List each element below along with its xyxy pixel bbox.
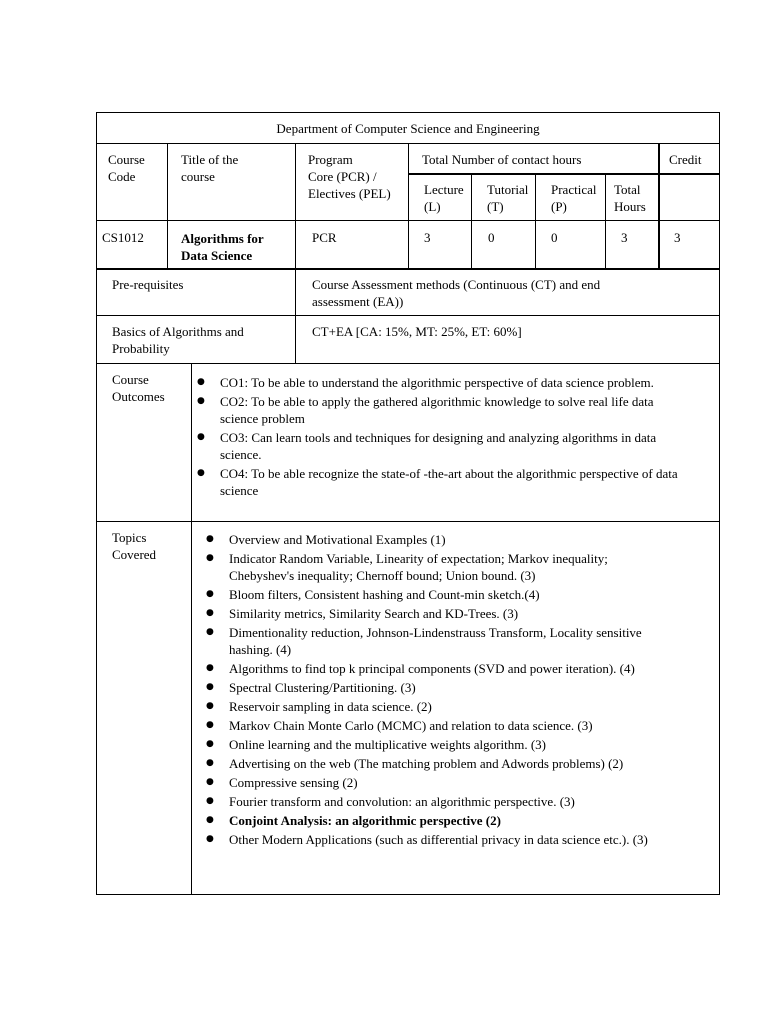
list-item: ● Online learning and the multiplicative weights algorithm. (3) [200, 736, 650, 753]
list-item: ● CO4: To be able recognize the state-of -the-art about the algorithmic perspective of data science [191, 465, 691, 499]
list-item: ● Reservoir sampling in data science. (2) [200, 698, 650, 715]
course-title: Algorithms for Data Science [181, 231, 264, 263]
assessment-label: Course Assessment methods (Continuous (CT) and end assessment (EA)) [312, 277, 601, 309]
col-rule-program [408, 143, 409, 269]
list-item: ● Bloom filters, Consistent hashing and Count-min sketch.(4) [200, 586, 650, 603]
header-course-title: Title of the course [181, 152, 239, 184]
header-practical: Practical (P) [551, 182, 597, 214]
topics-label: Topics Covered [112, 530, 157, 562]
rule-below-outcomes [96, 521, 720, 522]
department-title: Department of Computer Science and Engineering [276, 121, 540, 136]
course-code: CS1012 [102, 230, 144, 245]
outcomes-list [191, 374, 691, 501]
rule-below-contact-hours [408, 173, 720, 175]
col-rule-tutorial [535, 174, 536, 269]
col-rule-lecture [471, 174, 472, 269]
assessment-value: CT+EA [CA: 15%, MT: 25%, ET: 60%] [312, 324, 522, 339]
rule-below-prereq-value [96, 363, 720, 364]
list-item: ● Compressive sensing (2) [200, 774, 650, 791]
course-tutorial: 0 [488, 230, 495, 245]
col-rule-title [295, 143, 296, 363]
topics-list [200, 531, 650, 850]
col-rule-code [167, 143, 168, 269]
list-item: ● Markov Chain Monte Carlo (MCMC) and relation to data science. (3) [200, 717, 650, 734]
list-item: ● Dimentionality reduction, Johnson-Lindenstrauss Transform, Locality sensitive hashing. (4) [200, 624, 650, 658]
header-lecture: Lecture (L) [424, 182, 464, 214]
list-item: ● CO1: To be able to understand the algorithmic perspective of data science problem. [191, 374, 691, 391]
header-tutorial: Tutorial (T) [487, 182, 529, 214]
outcomes-label: Course Outcomes [112, 372, 165, 404]
header-contact-hours: Total Number of contact hours [422, 152, 582, 167]
list-item: ● Other Modern Applications (such as differential privacy in data science etc.). (3) [200, 831, 650, 848]
col-rule-credit [658, 143, 660, 269]
header-total-hours: Total Hours [614, 182, 646, 214]
course-practical: 0 [551, 230, 558, 245]
col-rule-practical [605, 174, 606, 269]
list-item: ● Algorithms to find top k principal components (SVD and power iteration). (4) [200, 660, 650, 677]
course-credit: 3 [674, 230, 681, 245]
header-course-code: Course Code [108, 152, 145, 184]
list-item: ● Spectral Clustering/Partitioning. (3) [200, 679, 650, 696]
list-item: ● Overview and Motivational Examples (1) [200, 531, 650, 548]
course-total-hours: 3 [621, 230, 628, 245]
prerequisites-label: Pre-requisites [112, 277, 184, 292]
course-lecture: 3 [424, 230, 431, 245]
list-item: ● CO3: Can learn tools and techniques for designing and analyzing algorithms in data science. [191, 429, 691, 463]
list-item: ● CO2: To be able to apply the gathered algorithmic knowledge to solve real life data science problem [191, 393, 691, 427]
list-item: ● Advertising on the web (The matching problem and Adwords problems) (2) [200, 755, 650, 772]
list-item: ● Indicator Random Variable, Linearity of expectation; Markov inequality; Chebyshev's inequality; Chernoff bound; Union bound. (3) [200, 550, 650, 584]
course-program: PCR [312, 230, 337, 245]
header-credit: Credit [669, 152, 702, 167]
list-item: ● Fourier transform and convolution: an algorithmic perspective. (3) [200, 793, 650, 810]
prerequisites-value: Basics of Algorithms and Probability [112, 324, 244, 356]
list-item: ● Similarity metrics, Similarity Search and KD-Trees. (3) [200, 605, 650, 622]
rule-below-prereq-label [96, 315, 720, 316]
header-program: Program Core (PCR) / Electives (PEL) [308, 152, 391, 201]
list-item: ● Conjoint Analysis: an algorithmic perspective (2) [200, 812, 650, 829]
